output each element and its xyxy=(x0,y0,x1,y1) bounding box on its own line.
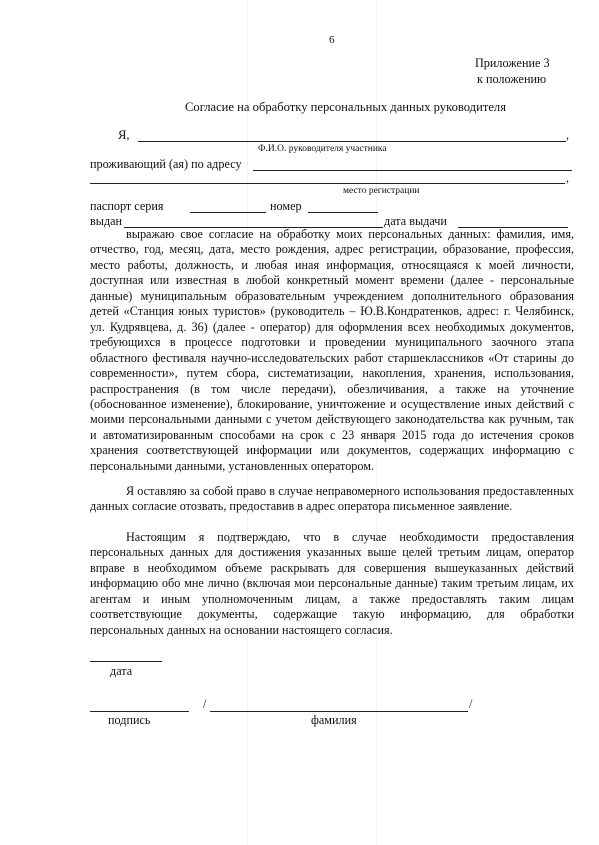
address-field[interactable] xyxy=(253,170,572,171)
consent-paragraph-2: Я оставляю за собой право в случае неправомерного использования предоставленных данных согласие отозвать, предоставив в адрес оператора письменное заявление. xyxy=(90,484,574,514)
consent-paragraph-3: Настоящим я подтверждаю, что в случае необходимости предоставления персональных данных для достижения указанных выше целей третьим лицам, оператор вправе в необходимом объеме раскрывать для совершения вышеуказанных действий информацию обо мне лично (включая мои персональные данные) таким третьим лицам, их агентам и иным уполномоченным лицам, а также предоставлять таким лицам соответствующие документы, содержащие такую информацию, для обработки персональных данных на основании настоящего согласия. xyxy=(90,530,574,637)
consent-paragraph-1: выражаю свое согласие на обработку моих персональных данных: фамилия, имя, отчество, год, месяц, дата, место рождения, адрес регистрации, образование, профессия, место работы, должность, и любая иная информация, относящаяся к моей личности, доступная или известная в любой конкретный момент времени (далее - персональные данные) муниципальным образовательным учреждением дополнительного образования детей «Станция юных туристов» (руководитель – Ю.В.Кондратенков, адрес: г. Челябинск, ул. Кудрявцева, д. 36) (далее - оператор) для оформления всех необходимых документов, требующихся в процессе подготовки и проведении муниципального заочного этапа областного фестиваля научно-исследовательских работ старшеклассников «От старины до современности», путем сбора, систематизации, накопления, хранения, использования, распространения (в том числе передачи), обезличивания, а также на уточнение (обоснованное изменение), блокирование, уничтожение и осуществление иных действий с моими персональными данными с учетом действующего законодательства как ручным, так и автоматизированным способами на срок с 23 января 2015 года до истечения сроков хранения соответствующей информации или документов, содержащих информацию с персональными данными, установленных оператором. xyxy=(90,227,574,473)
withdrawal-body xyxy=(90,484,574,515)
passport-series-field[interactable] xyxy=(190,212,266,213)
date-field[interactable] xyxy=(90,661,162,662)
registration-caption: место регистрации xyxy=(343,186,420,196)
passport-number-label: номер xyxy=(270,199,302,213)
issued-label: выдан xyxy=(90,214,123,228)
address-label: проживающий (ая) по адресу xyxy=(90,157,242,171)
date-caption: дата xyxy=(110,664,133,678)
page-number: 6 xyxy=(329,34,335,46)
address-field-2[interactable] xyxy=(90,183,565,184)
passport-number-field[interactable] xyxy=(308,212,378,213)
slash-right: / xyxy=(469,697,473,711)
passport-series-label: паспорт серия xyxy=(90,199,164,213)
slash-left: / xyxy=(203,697,207,711)
issue-date-label: дата выдачи xyxy=(384,214,447,228)
fio-end-comma: , xyxy=(566,128,570,142)
signature-caption: подпись xyxy=(108,713,151,727)
ya-label: Я, xyxy=(118,128,130,142)
fio-field[interactable] xyxy=(138,141,566,142)
document-title: Согласие на обработку персональных данных руководителя xyxy=(185,100,506,114)
consent-body xyxy=(90,227,574,474)
fio-caption: Ф.И.О. руководителя участника xyxy=(258,144,387,154)
appendix-line-1: Приложение 3 xyxy=(475,56,550,70)
surname-field[interactable] xyxy=(210,711,468,712)
signature-field[interactable] xyxy=(90,711,189,712)
address-end-comma: , xyxy=(566,171,570,185)
third-party-body xyxy=(90,530,574,638)
appendix-line-2: к положению xyxy=(477,72,547,86)
surname-caption: фамилия xyxy=(311,713,357,727)
